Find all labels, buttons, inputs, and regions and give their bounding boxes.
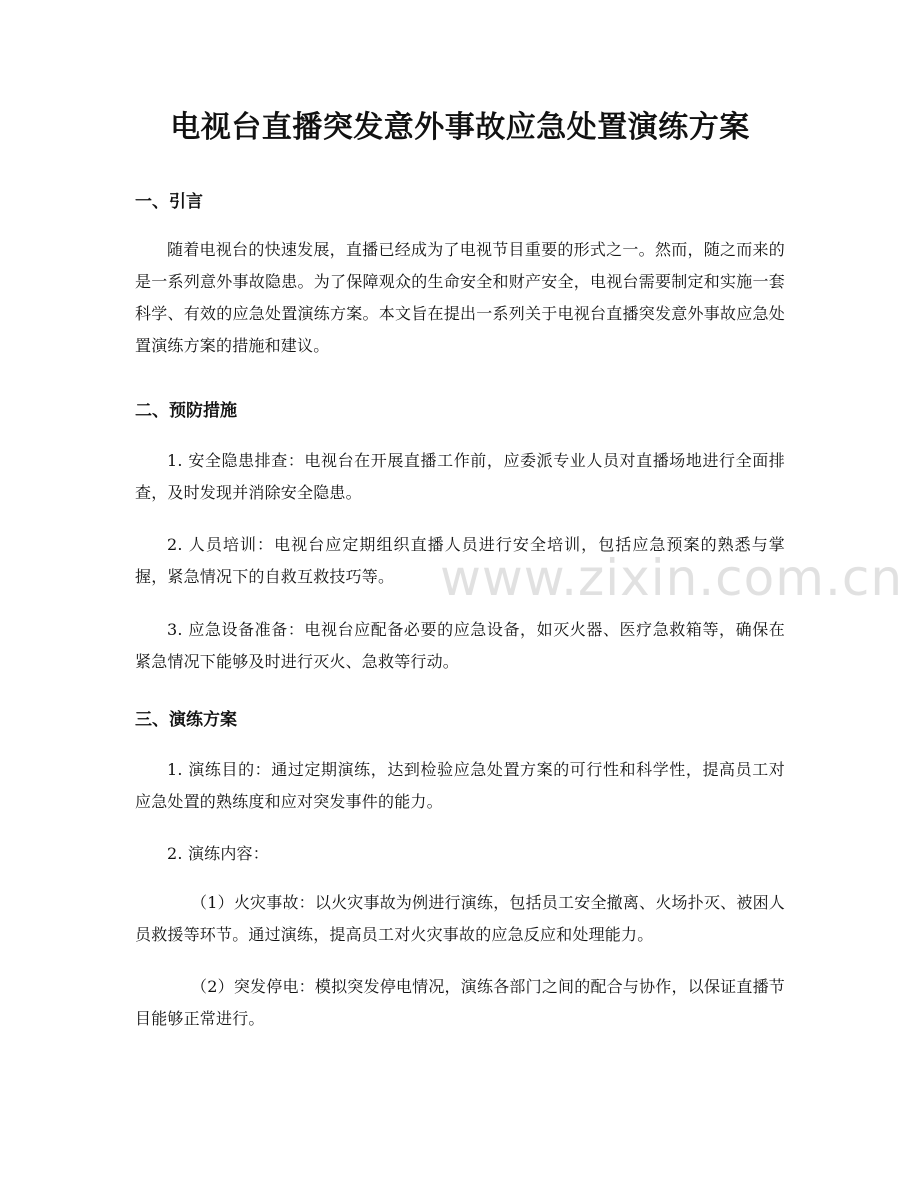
watermark-text: www.zixin.com.cn — [440, 549, 904, 607]
prevention-item-1: 1. 安全隐患排查：电视台在开展直播工作前，应委派专业人员对直播场地进行全面排查，及时发现并消除安全隐患。 — [135, 451, 785, 502]
drill-subitem-2: （2）突发停电：模拟突发停电情况，演练各部门之间的配合与协作，以保证直播节目能够正常进行。 — [135, 977, 785, 1028]
drill-item-2: 2. 演练内容： — [167, 844, 269, 863]
drill-subitem-1: （1）火灾事故：以火灾事故为例进行演练，包括员工安全撤离、火场扑灭、被困人员救援等环节。通过演练，提高员工对火灾事故的应急反应和处理能力。 — [135, 893, 785, 944]
document-title: 电视台直播突发意外事故应急处置演练方案 — [170, 110, 750, 145]
section-heading-drill: 三、演练方案 — [135, 710, 237, 730]
intro-paragraph: 随着电视台的快速发展，直播已经成为了电视节目重要的形式之一。然而，随之而来的是一系列意外事故隐患。为了保障观众的生命安全和财产安全，电视台需要制定和实施一套科学、有效的应急处置演练方案。本文旨在提出一系列关于电视台直播突发意外事故应急处置演练方案的措施和建议。 — [135, 240, 785, 355]
drill-item-1: 1. 演练目的：通过定期演练，达到检验应急处置方案的可行性和科学性，提高员工对应急处置的熟练度和应对突发事件的能力。 — [135, 760, 785, 811]
prevention-item-3: 3. 应急设备准备：电视台应配备必要的应急设备，如灭火器、医疗急救箱等，确保在紧急情况下能够及时进行灭火、急救等行动。 — [135, 620, 785, 671]
prevention-item-2: 2. 人员培训：电视台应定期组织直播人员进行安全培训，包括应急预案的熟悉与掌握，紧急情况下的自救互救技巧等。 — [135, 535, 785, 586]
section-heading-prevention: 二、预防措施 — [135, 401, 237, 421]
section-heading-intro: 一、引言 — [135, 192, 203, 212]
